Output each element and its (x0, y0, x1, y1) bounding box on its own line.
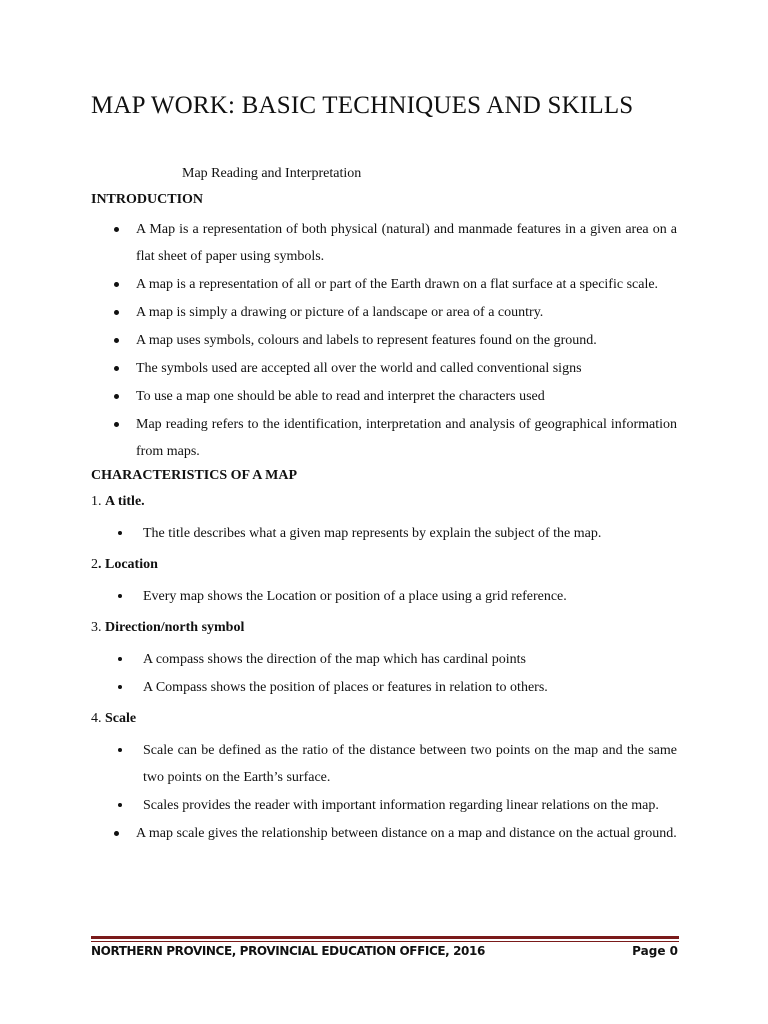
characteristic-label: . Location (98, 557, 158, 572)
characteristic-title (91, 492, 677, 512)
characteristic-list (91, 646, 677, 701)
footer-organization: NORTHERN PROVINCE, PROVINCIAL EDUCATION OFFICE, 2016 (91, 944, 485, 958)
characteristic-number: 4. (91, 711, 105, 726)
list-item: The symbols used are accepted all over the world and called conventional signs (91, 355, 677, 382)
characteristic-label: A title. (105, 494, 145, 509)
characteristic-number: 1. (91, 494, 105, 509)
characteristic-scale (91, 709, 677, 729)
list-item: Every map shows the Location or position of a place using a grid reference. (91, 583, 677, 610)
document-subtitle: Map Reading and Interpretation (182, 166, 362, 181)
list-item: Map reading refers to the identification, interpretation and analysis of geographical information from maps. (91, 411, 677, 465)
characteristic-list (91, 583, 677, 610)
document-body (91, 190, 677, 848)
list-item: To use a map one should be able to read and interpret the characters used (91, 383, 677, 410)
characteristic-location (91, 555, 677, 575)
list-item: A map scale gives the relationship between distance on a map and distance on the actual ground. (91, 820, 677, 847)
characteristic-number: 3. (91, 620, 105, 635)
characteristic-label: Scale (105, 711, 137, 726)
characteristic-label: Direction/north symbol (105, 620, 245, 635)
characteristic-number: 2 (91, 557, 98, 572)
characteristics-heading: CHARACTERISTICS OF A MAP (91, 468, 298, 483)
page-number: Page 0 (632, 944, 678, 958)
introduction-list (91, 216, 677, 465)
footer-rule-thin (91, 941, 679, 942)
list-item: A map uses symbols, colours and labels to represent features found on the ground. (91, 327, 677, 354)
list-item: The title describes what a given map represents by explain the subject of the map. (91, 520, 677, 547)
list-item: A map is a representation of all or part of the Earth drawn on a flat surface at a specific scale. (91, 271, 677, 298)
footer-rule-thick (91, 936, 679, 939)
list-item: Scale can be defined as the ratio of the distance between two points on the map and the same two points on the Earth’s surface. (91, 737, 677, 791)
list-item: A compass shows the direction of the map which has cardinal points (91, 646, 677, 673)
list-item: A Map is a representation of both physical (natural) and manmade features in a given area on a flat sheet of paper using symbols. (91, 216, 677, 270)
list-item: Scales provides the reader with important information regarding linear relations on the map. (91, 792, 677, 819)
list-item: A Compass shows the position of places or features in relation to others. (91, 674, 677, 701)
characteristic-direction (91, 618, 677, 638)
introduction-heading: INTRODUCTION (91, 192, 204, 207)
characteristic-list (91, 737, 677, 847)
document-title: MAP WORK: BASIC TECHNIQUES AND SKILLS (91, 92, 634, 119)
list-item: A map is simply a drawing or picture of a landscape or area of a country. (91, 299, 677, 326)
characteristic-list (91, 520, 677, 547)
